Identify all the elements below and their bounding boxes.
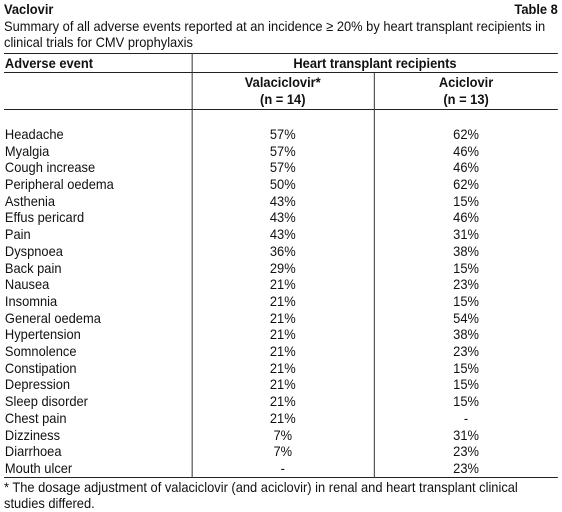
spacer-cell [374, 109, 558, 126]
column-header-blank [4, 73, 192, 109]
aciclovir-cell: 15% [374, 393, 558, 410]
adverse-event-cell: Somnolence [4, 343, 77, 360]
table-row [4, 176, 558, 193]
valaciclovir-cell: 21% [192, 343, 374, 360]
valaciclovir-cell: 21% [192, 326, 374, 343]
aciclovir-cell: 15% [374, 193, 558, 210]
table-spacer-row [4, 109, 558, 126]
adverse-event-cell: Sleep disorder [4, 393, 88, 410]
table-label: Table 8 [514, 1, 558, 17]
adverse-event-cell: Constipation [4, 359, 77, 376]
valaciclovir-cell: 50% [192, 176, 374, 193]
adverse-event-cell: Peripheral oedema [4, 176, 114, 192]
table-row [4, 209, 558, 226]
spacer-cell [192, 109, 374, 126]
adverse-event-cell: General oedema [4, 309, 101, 326]
aciclovir-cell: 15% [374, 260, 558, 277]
adverse-event-cell: Pain [4, 226, 31, 243]
table-row [4, 143, 558, 160]
table-row [4, 427, 558, 444]
group-header-heart-transplant: Heart transplant recipients [192, 53, 558, 73]
adverse-event-cell: Nausea [4, 276, 50, 293]
valaciclovir-cell: 57% [192, 126, 374, 143]
valaciclovir-cell: 36% [192, 243, 374, 260]
table-row [4, 310, 558, 327]
aciclovir-cell: 62% [374, 126, 558, 143]
adverse-event-cell: Asthenia [4, 192, 56, 209]
valaciclovir-cell: 7% [192, 427, 374, 444]
table-row [4, 159, 558, 176]
valaciclovir-cell: 43% [192, 193, 374, 210]
valaciclovir-cell: 29% [192, 260, 374, 277]
valaciclovir-cell: - [192, 460, 374, 477]
aciclovir-cell: 38% [374, 243, 558, 260]
table-row [4, 460, 558, 477]
column-header-aciclovir [374, 73, 558, 109]
table-row [4, 376, 558, 393]
adverse-event-cell: Effus pericard [4, 209, 85, 226]
adverse-event-cell: Mouth ulcer [4, 460, 192, 477]
aciclovir-cell: 62% [374, 176, 558, 193]
column-header-valaciclovir [192, 73, 374, 109]
table-row [4, 343, 558, 360]
valaciclovir-cell: 21% [192, 410, 374, 427]
adverse-event-cell: Dizziness [4, 426, 61, 443]
aciclovir-cell: 15% [374, 360, 558, 377]
valaciclovir-cell: 57% [192, 159, 374, 176]
aciclovir-cell: 23% [374, 343, 558, 360]
table-row [4, 226, 558, 243]
spacer-cell [4, 109, 192, 126]
aciclovir-cell: 23% [374, 276, 558, 293]
adverse-event-cell: Chest pain [4, 409, 67, 426]
aciclovir-cell: 46% [374, 159, 558, 176]
valaciclovir-cell: 21% [192, 376, 374, 393]
aciclovir-cell: 15% [374, 376, 558, 393]
aciclovir-cell: 31% [374, 427, 558, 444]
table-row [4, 360, 558, 377]
adverse-event-cell: Diarrhoea [4, 443, 62, 460]
aciclovir-cell: 54% [374, 310, 558, 327]
valaciclovir-cell: 21% [192, 360, 374, 377]
table-row [4, 443, 558, 460]
adverse-event-cell: Back pain [4, 259, 62, 276]
aciclovir-cell: 23% [374, 443, 558, 460]
aciclovir-cell: 15% [374, 293, 558, 310]
aciclovir-cell: 38% [374, 326, 558, 343]
adverse-event-cell: Hypertension [4, 326, 81, 343]
aciclovir-n: (n = 13) [443, 91, 489, 108]
valaciclovir-cell: 21% [192, 276, 374, 293]
adverse-event-cell: Cough increase [4, 159, 96, 176]
table-row [4, 260, 558, 277]
adverse-event-cell: Depression [4, 376, 71, 393]
adverse-event-cell: Dyspnoea [4, 242, 63, 259]
valaciclovir-n: (n = 14) [260, 91, 306, 108]
document-page [4, 1, 558, 512]
adverse-event-cell: Myalgia [4, 142, 50, 159]
adverse-event-cell: Headache [4, 125, 64, 142]
drug-title: Vaclovir [4, 1, 54, 17]
table-row [4, 276, 558, 293]
valaciclovir-cell: 21% [192, 393, 374, 410]
valaciclovir-cell: 43% [192, 226, 374, 243]
aciclovir-cell: 46% [374, 143, 558, 160]
table-group-header-row [4, 53, 558, 73]
valaciclovir-cell: 21% [192, 310, 374, 327]
valaciclovir-cell: 57% [192, 143, 374, 160]
table-row [4, 243, 558, 260]
valaciclovir-label: Valaciclovir* [244, 74, 321, 91]
aciclovir-cell: 23% [374, 460, 558, 477]
valaciclovir-cell: 7% [192, 443, 374, 460]
table-caption: Summary of all adverse events reported at an incidence ≥ 20% by heart transplant recipients in clinical trials for CMV prophylaxis [4, 17, 546, 51]
table-body [4, 109, 558, 477]
valaciclovir-cell: 43% [192, 209, 374, 226]
aciclovir-cell: 46% [374, 209, 558, 226]
table-row [4, 393, 558, 410]
table-row [4, 126, 558, 143]
adverse-event-cell: Insomnia [4, 292, 58, 309]
aciclovir-cell: 31% [374, 226, 558, 243]
table-row [4, 326, 558, 343]
valaciclovir-cell: 21% [192, 293, 374, 310]
aciclovir-cell: - [374, 410, 558, 427]
table-row [4, 193, 558, 210]
table-row [4, 410, 558, 427]
title-row [4, 1, 558, 18]
aciclovir-label: Aciclovir [438, 74, 494, 91]
table-footnote: * The dosage adjustment of valaciclovir (and aciclovir) in renal and heart transplant clinical studies differed. [4, 478, 518, 512]
adverse-events-table [4, 53, 558, 478]
table-subheader-row [4, 73, 558, 109]
table-row [4, 293, 558, 310]
column-header-adverse-event: Adverse event [4, 53, 192, 73]
